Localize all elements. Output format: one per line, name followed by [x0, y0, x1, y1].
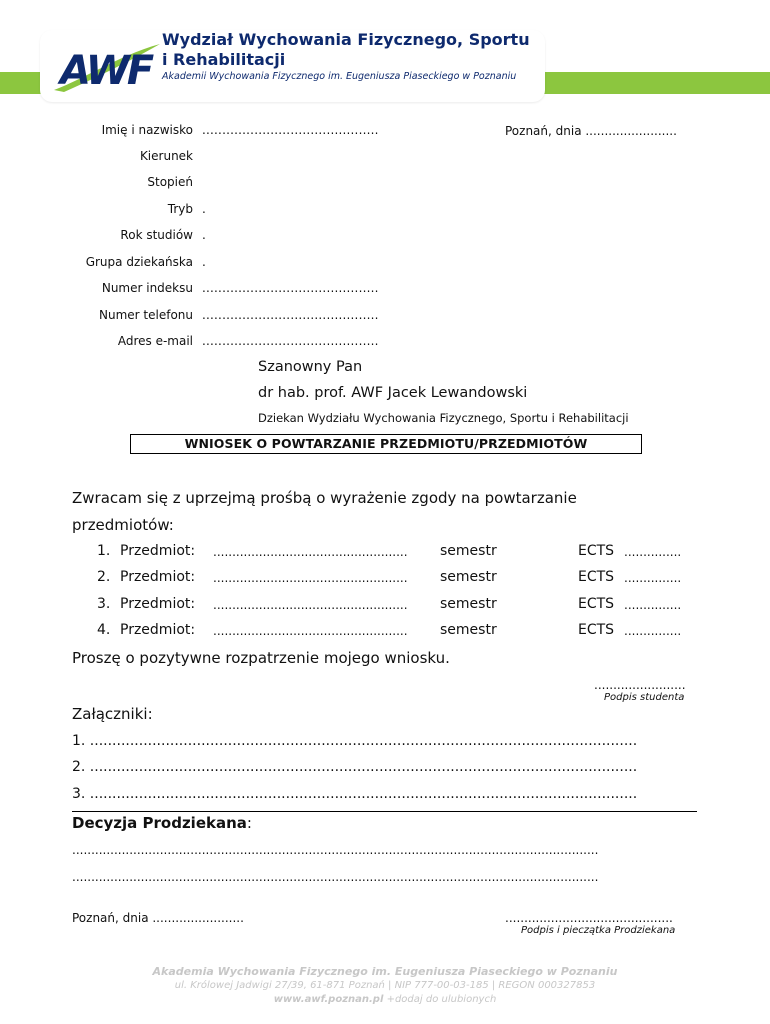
decision-line-1[interactable]: .......................................................................................................................................... [72, 843, 599, 857]
dean-signature-field[interactable]: ............................................ [505, 911, 673, 925]
item-subject-field[interactable]: ................................................... [213, 545, 408, 559]
field-label-stopien: Stopień [147, 175, 193, 189]
item-ects-label: ECTS [578, 543, 615, 559]
place-date-top[interactable]: Poznań, dnia ........................ [505, 124, 677, 138]
field-label-indeks: Numer indeksu [101, 281, 193, 295]
item-ects-field[interactable]: ............... [624, 545, 682, 559]
student-signature-label: Podpis studenta [604, 692, 685, 703]
document-title: WNIOSEK O POWTARZANIE PRZEDMIOTU/PRZEDMIOTÓW [130, 434, 642, 454]
awf-logo [52, 40, 162, 94]
field-label-tryb: Tryb [167, 202, 193, 216]
item-ects-field[interactable]: ............... [624, 571, 682, 585]
item-subject-field[interactable]: ................................................... [213, 624, 408, 638]
field-dots-email[interactable]: ............................................ [202, 334, 379, 348]
item-ects-label: ECTS [578, 569, 615, 585]
attachment-line-3[interactable]: 3. ........................................................................................................................... [72, 786, 638, 802]
item-label: Przedmiot: [120, 622, 196, 638]
item-label: Przedmiot: [120, 569, 196, 585]
field-label-kierunek: Kierunek [139, 149, 193, 163]
item-number: 1. [97, 543, 111, 559]
item-semestr-label: semestr [440, 622, 497, 638]
decision-heading [72, 814, 252, 832]
field-label-email: Adres e-mail [117, 334, 193, 348]
section-divider [72, 811, 697, 812]
field-dots-name[interactable]: ............................................ [202, 123, 379, 137]
decision-heading-colon: : [246, 814, 252, 832]
dean-signature-label: Podpis i pieczątka Prodziekana [521, 925, 676, 936]
student-signature-field[interactable]: ........................ [594, 678, 686, 692]
item-ects-field[interactable]: ............... [624, 598, 682, 612]
field-label-name: Imię i nazwisko [101, 123, 193, 137]
item-ects-label: ECTS [578, 596, 615, 612]
item-number: 2. [97, 569, 111, 585]
addressee-position: Dziekan Wydziału Wychowania Fizycznego, Sportu i Rehabilitacji [258, 411, 629, 425]
item-ects-label: ECTS [578, 622, 615, 638]
field-dots-indeks[interactable]: ............................................ [202, 281, 379, 295]
item-number: 3. [97, 596, 111, 612]
field-dots-rok-studiow[interactable]: . [202, 228, 207, 242]
field-label-grupa: Grupa dziekańska [85, 255, 193, 269]
faculty-title [162, 30, 542, 70]
item-semestr-label: semestr [440, 596, 497, 612]
field-label-telefon: Numer telefonu [99, 308, 193, 322]
addressee-salutation: Szanowny Pan [258, 359, 363, 375]
footer-website-link[interactable]: www.awf.poznan.pl [273, 994, 384, 1005]
footer-academy-name: Akademia Wychowania Fizycznego im. Eugeniusza Piaseckiego w Poznaniu [152, 965, 618, 978]
field-label-rok-studiow: Rok studiów [120, 228, 193, 242]
item-ects-field[interactable]: ............... [624, 624, 682, 638]
footer-favorites-link[interactable]: +dodaj do ulubionych [386, 994, 497, 1005]
field-dots-grupa[interactable]: . [202, 255, 207, 269]
logo-text: AWF [60, 48, 152, 94]
place-date-bottom[interactable]: Poznań, dnia ........................ [72, 911, 244, 925]
attachments-heading: Załączniki: [72, 705, 153, 723]
item-subject-field[interactable]: ................................................... [213, 571, 408, 585]
closing-sentence: Proszę o pozytywne rozpatrzenie mojego wniosku. [72, 649, 450, 667]
faculty-title-line2: i Rehabilitacji [162, 50, 286, 69]
item-number: 4. [97, 622, 111, 638]
item-label: Przedmiot: [120, 596, 196, 612]
decision-heading-text: Decyzja Prodziekana [72, 814, 247, 832]
faculty-title-line1: Wydział Wychowania Fizycznego, Sportu [162, 30, 530, 49]
item-semestr-label: semestr [440, 569, 497, 585]
footer-address: ul. Królowej Jadwigi 27/39, 61-871 Poznań | NIP 777-00-03-185 | REGON 000327853 [174, 980, 596, 991]
item-subject-field[interactable]: ................................................... [213, 598, 408, 612]
item-label: Przedmiot: [120, 543, 196, 559]
request-line-1: Zwracam się z uprzejmą prośbą o wyrażenie zgody na powtarzanie [72, 489, 577, 507]
decision-line-2[interactable]: .......................................................................................................................................... [72, 870, 599, 884]
attachment-line-1[interactable]: 1. ........................................................................................................................... [72, 733, 638, 749]
request-line-2: przedmiotów: [72, 516, 174, 534]
footer-links [0, 994, 770, 1005]
field-dots-telefon[interactable]: ............................................ [202, 308, 379, 322]
academy-subtitle: Akademii Wychowania Fizycznego im. Eugeniusza Piaseckiego w Poznaniu [162, 71, 517, 82]
attachment-line-2[interactable]: 2. ........................................................................................................................... [72, 759, 638, 775]
item-semestr-label: semestr [440, 543, 497, 559]
field-dots-tryb[interactable]: . [202, 202, 207, 216]
addressee-name: dr hab. prof. AWF Jacek Lewandowski [258, 385, 528, 401]
